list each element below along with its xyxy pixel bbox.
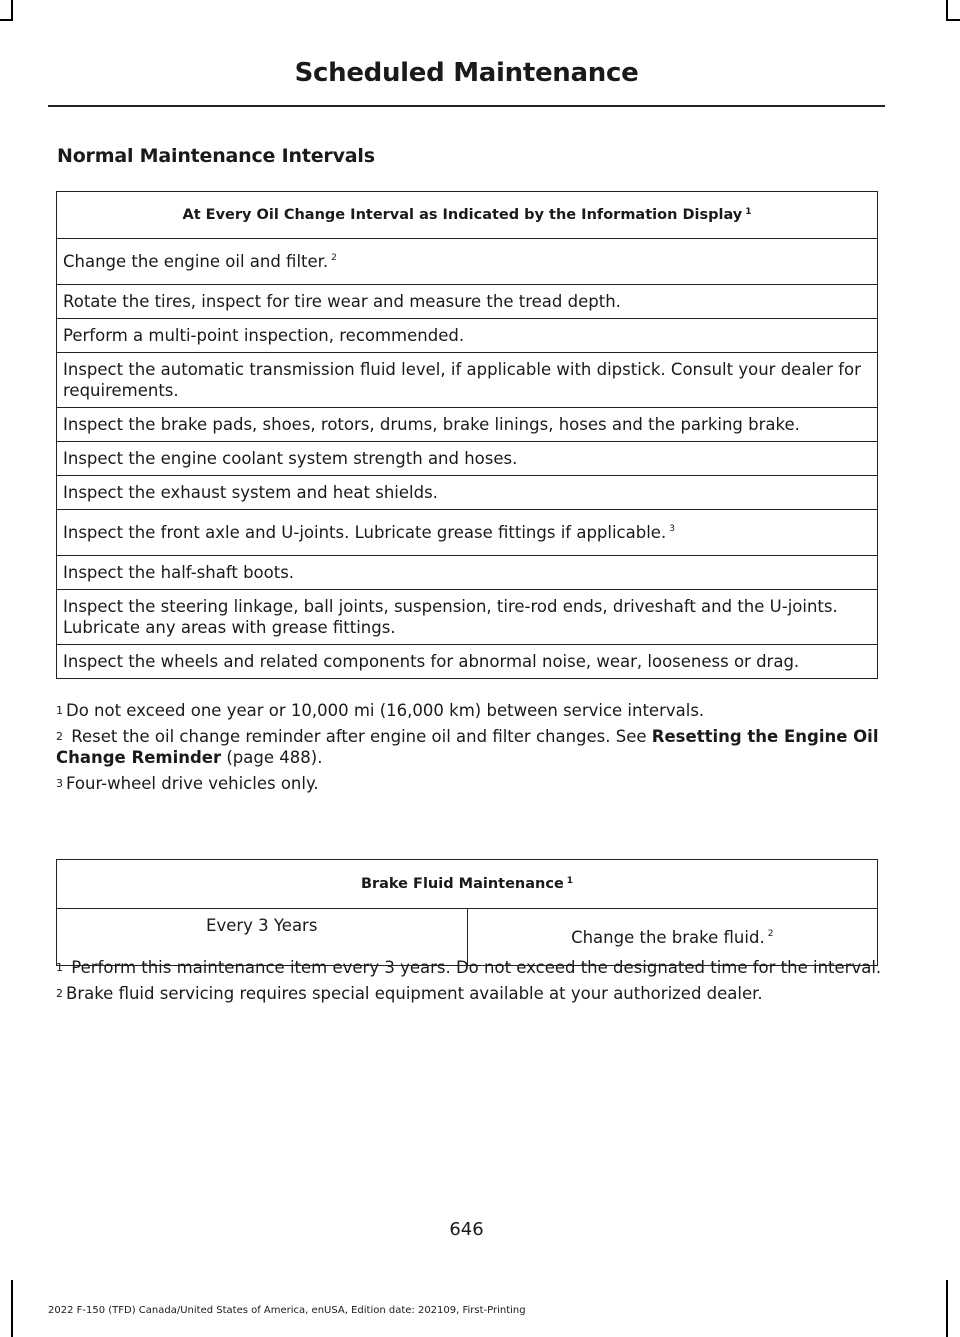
row-text: Inspect the exhaust system and heat shields. <box>63 483 438 502</box>
footnote-ref: 1 <box>745 206 752 217</box>
row-text: Inspect the engine coolant system strength and hoses. <box>63 449 518 468</box>
footnote <box>56 958 886 978</box>
cross-reference-link[interactable]: Resetting the Engine Oil Change Reminder <box>56 727 879 767</box>
page-reference: (page 488). <box>221 748 323 767</box>
footnote-text: Reset the oil change reminder after engine oil and filter changes. See <box>66 727 652 746</box>
header-rule <box>48 105 885 107</box>
table-cell <box>57 590 878 645</box>
table-cell <box>57 556 878 590</box>
table-cell <box>57 476 878 510</box>
table-row <box>57 442 878 476</box>
footnote-number: 2 <box>56 730 63 743</box>
page-header: Scheduled Maintenance <box>294 58 639 88</box>
row-text: Inspect the half-shaft boots. <box>63 563 295 582</box>
table-cell <box>57 645 878 679</box>
crop-mark <box>11 1280 13 1337</box>
crop-mark <box>946 19 960 21</box>
table-row <box>57 239 878 285</box>
footnote-text: Four-wheel drive vehicles only. <box>66 774 319 793</box>
interval-text: Every 3 Years <box>206 916 318 935</box>
row-text: Inspect the wheels and related components for abnormal noise, wear, looseness or drag. <box>63 652 800 671</box>
table-header-text: At Every Oil Change Interval as Indicated by the Information Display <box>182 206 743 223</box>
interval-cell <box>57 909 468 966</box>
crop-mark <box>946 1280 948 1337</box>
footnote-number: 1 <box>56 961 63 974</box>
footnote-ref: 2 <box>331 253 337 263</box>
crop-mark <box>0 19 13 21</box>
page-number: 646 <box>449 1219 484 1240</box>
table-cell <box>57 319 878 353</box>
footnote <box>56 726 886 768</box>
table-row <box>57 319 878 353</box>
table-cell <box>57 408 878 442</box>
row-text: Inspect the front axle and U-joints. Lubricate grease fittings if applicable. <box>63 523 667 542</box>
footnote <box>56 983 886 1004</box>
row-text: Inspect the steering linkage, ball joints, suspension, tire-rod ends, driveshaft and the U-joints. Lubricate any areas with grease fittings. <box>63 597 838 637</box>
footnote-text: Brake fluid servicing requires special equipment available at your authorized dealer. <box>66 984 763 1003</box>
crop-mark <box>11 0 13 20</box>
table-row <box>57 476 878 510</box>
table-cell <box>57 442 878 476</box>
table-cell <box>57 353 878 408</box>
row-text: Perform a multi-point inspection, recommended. <box>63 326 465 345</box>
row-text: Inspect the brake pads, shoes, rotors, drums, brake linings, hoses and the parking brake. <box>63 415 800 434</box>
section-title: Normal Maintenance Intervals <box>57 145 375 167</box>
footnote-ref: 3 <box>669 524 675 534</box>
table-row <box>57 556 878 590</box>
crop-mark <box>946 0 948 20</box>
table-cell <box>57 239 878 285</box>
brake-table-footnotes <box>56 958 886 1009</box>
table-cell <box>57 510 878 556</box>
footnote-number: 3 <box>56 777 63 790</box>
table-row <box>57 510 878 556</box>
oil-change-interval-table <box>56 191 878 679</box>
table-row <box>57 353 878 408</box>
brake-fluid-table <box>56 859 878 966</box>
footnote-number: 1 <box>56 704 63 717</box>
table-header <box>57 192 878 239</box>
footnote-ref: 1 <box>566 875 574 886</box>
row-text: Change the engine oil and filter. <box>63 252 329 271</box>
table-row <box>57 590 878 645</box>
row-text: Inspect the automatic transmission fluid level, if applicable with dipstick. Consult your dealer for requirements. <box>63 360 861 400</box>
action-text: Change the brake fluid. <box>571 927 765 947</box>
oil-table-footnotes <box>56 700 886 799</box>
footnote-text: Perform this maintenance item every 3 years. Do not exceed the designated time for the interval. <box>66 958 882 977</box>
table-cell <box>57 285 878 319</box>
table-row <box>57 408 878 442</box>
footnote-text: Do not exceed one year or 10,000 mi (16,000 km) between service intervals. <box>66 701 705 720</box>
imprint-line: 2022 F-150 (TFD) Canada/United States of America, enUSA, Edition date: 202109, First-Printing <box>48 1305 526 1316</box>
row-text: Rotate the tires, inspect for tire wear and measure the tread depth. <box>63 292 621 311</box>
footnote-number: 2 <box>56 987 63 1000</box>
footnote <box>56 700 886 721</box>
action-cell <box>467 909 878 966</box>
table-row <box>57 909 878 966</box>
table-row <box>57 285 878 319</box>
table-header-text: Brake Fluid Maintenance <box>360 875 564 892</box>
table-header <box>57 860 878 909</box>
footnote <box>56 773 886 794</box>
table-row <box>57 645 878 679</box>
footnote-ref: 2 <box>767 928 774 939</box>
